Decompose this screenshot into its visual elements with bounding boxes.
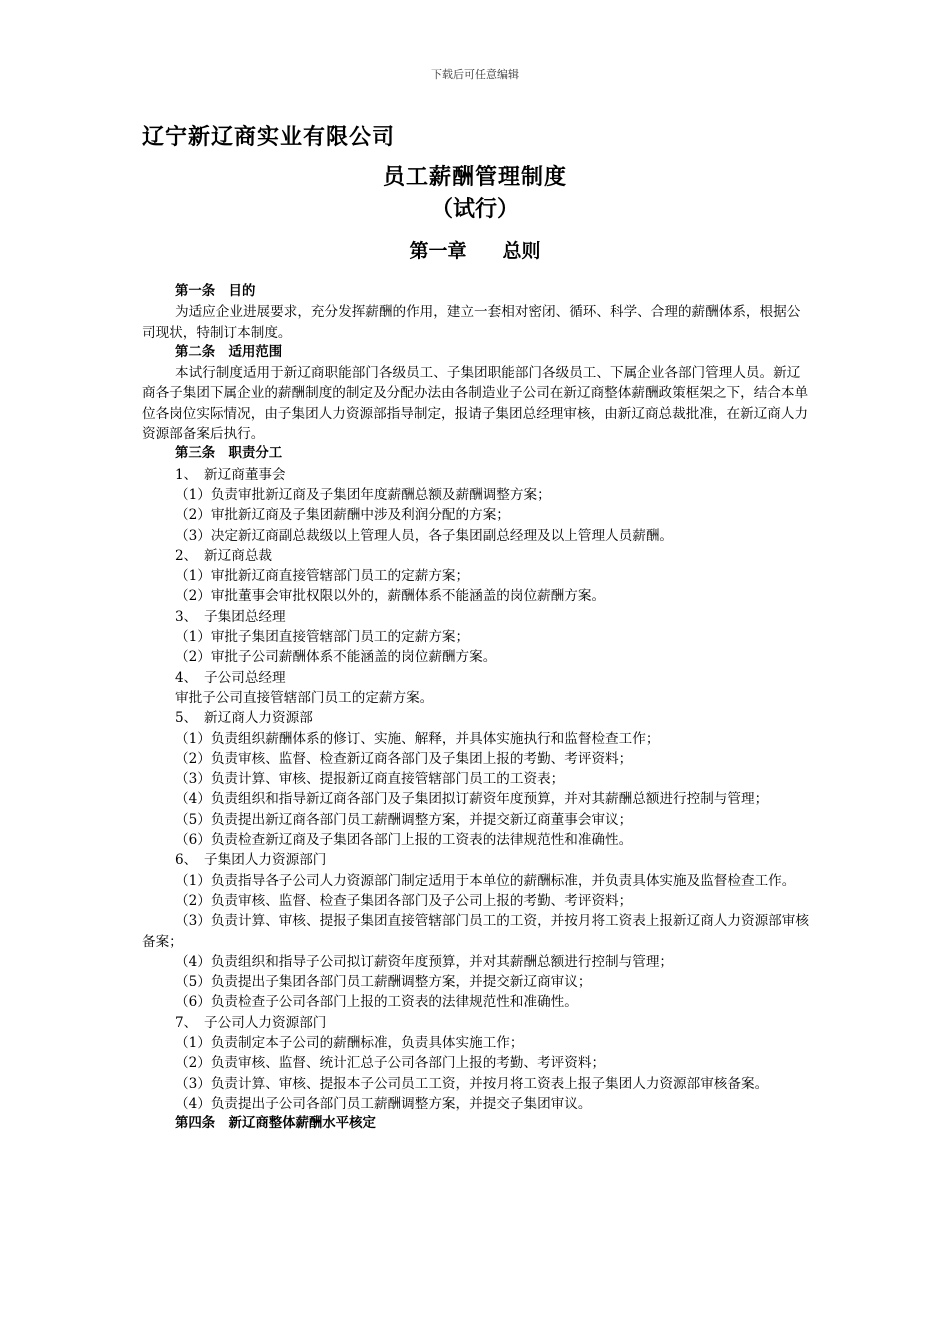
document-title: 员工薪酬管理制度 [382,165,567,190]
list-item: （4）负责组织和指导子公司拟订薪资年度预算，并对其薪酬总额进行控制与管理； [175,953,674,970]
list-item: （1）负责审批新辽商及子集团年度薪酬总额及薪酬调整方案； [175,486,551,503]
list-item: （6）负责检查子公司各部门上报的工资表的法律规范性和准确性。 [175,994,578,1011]
article-heading: 第一条 目的 [175,284,256,299]
list-item: （2）审批子公司薪酬体系不能涵盖的岗位薪酬方案。 [175,649,497,666]
header-note: 下载后可任意编辑 [431,68,519,81]
list-item: （2）审批董事会审批权限以外的，薪酬体系不能涵盖的岗位薪酬方案。 [175,588,606,605]
list-item: （2）负责审核、监督、检查子集团各部门及子公司上报的考勤、考评资料； [175,892,633,909]
list-item: （5）负责提出子集团各部门员工薪酬调整方案，并提交新辽商审议； [175,974,592,991]
list-item: （4）负责提出子公司各部门员工薪酬调整方案，并提交子集团审议。 [175,1095,592,1112]
list-item: （1）负责指导各子公司人力资源部门制定适用于本单位的薪酬标准，并负责具体实施及监督检查工作。 [175,872,796,889]
list-item: 4、 子公司总经理 [175,669,286,686]
list-item: 5、 新辽商人力资源部 [175,710,313,727]
list-item: 1、 新辽商董事会 [175,466,286,483]
article-heading: 第四条 新辽商整体薪酬水平核定 [175,1116,376,1132]
list-item: （5）负责提出新辽商各部门员工薪酬调整方案，并提交新辽商董事会审议； [175,811,633,828]
list-item: （1）负责制定本子公司的薪酬标准，负责具体实施工作； [175,1034,524,1051]
list-item: （3）负责计算、审核、提报本子公司员工工资，并按月将工资表上报子集团人力资源部审核备案。 [175,1075,769,1092]
chapter-name: 总则 [502,240,541,262]
article-heading: 第三条 职责分工 [175,446,283,462]
list-item: 7、 子公司人力资源部门 [175,1014,327,1031]
article-text: 为适应企业进展要求，充分发挥薪酬的作用，建立一套相对密闭、循环、科学、合理的薪酬体系，根据公司现状，特制订本制度。 [142,304,801,341]
document-body [142,282,810,1134]
list-item: （3）决定新辽商副总裁级以上管理人员，各子集团副总经理及以上管理人员薪酬。 [175,527,674,544]
list-item: （4）负责组织和指导新辽商各部门及子集团拟订薪资年度预算，并对其薪酬总额进行控制与管理； [175,791,769,808]
list-item: （2）负责审核、监督、统计汇总子公司各部门上报的考勤、考评资料； [175,1055,606,1072]
chapter-heading [0,236,950,263]
list-item: （2）审批新辽商及子集团薪酬中涉及利润分配的方案； [175,507,510,524]
list-item: 2、 新辽商总裁 [175,547,273,564]
list-item: 审批子公司直接管辖部门员工的定薪方案。 [175,689,434,706]
article-heading: 第二条 适用范围 [175,344,283,360]
list-item: 6、 子集团人力资源部门 [175,852,327,869]
list-item: （6）负责检查新辽商及子集团各部门上报的工资表的法律规范性和准确性。 [175,832,633,849]
list-item: （3）负责计算、审核、提报子集团直接管辖部门员工的工资，并按月将工资表上报新辽商人力资源部审核备案； [142,913,809,950]
chapter-number: 第一章 [409,240,467,262]
list-item: （2）负责审核、监督、检查新辽商各部门及子集团上报的考勤、考评资料； [175,750,633,767]
duty-list [142,465,810,1115]
list-item: （1）审批子集团直接管辖部门员工的定薪方案； [175,629,470,646]
company-name: 辽宁新辽商实业有限公司 [142,125,396,150]
list-item: （3）负责计算、审核、提报新辽商直接管辖部门员工的工资表； [175,771,565,788]
article-text: 本试行制度适用于新辽商职能部门各级员工、子集团职能部门各级员工、下属企业各部门管理人员。新辽商各子集团下属企业的薪酬制度的制定及分配办法由各制造业子公司在新辽商整体薪酬政策框架之下，结合本单位各岗位实际情况，由子集团人力资源部指导制定，报请子集团总经理审核，由新辽商总裁批准，在新辽商人力资源部备案后执行。 [142,365,809,443]
list-item: （1）负责组织薪酬体系的修订、实施、解释，并具体实施执行和监督检查工作； [175,730,660,747]
list-item: 3、 子集团总经理 [175,608,286,625]
document-subtitle: （试行） [430,197,519,222]
list-item: （1）审批新辽商直接管辖部门员工的定薪方案； [175,568,470,585]
